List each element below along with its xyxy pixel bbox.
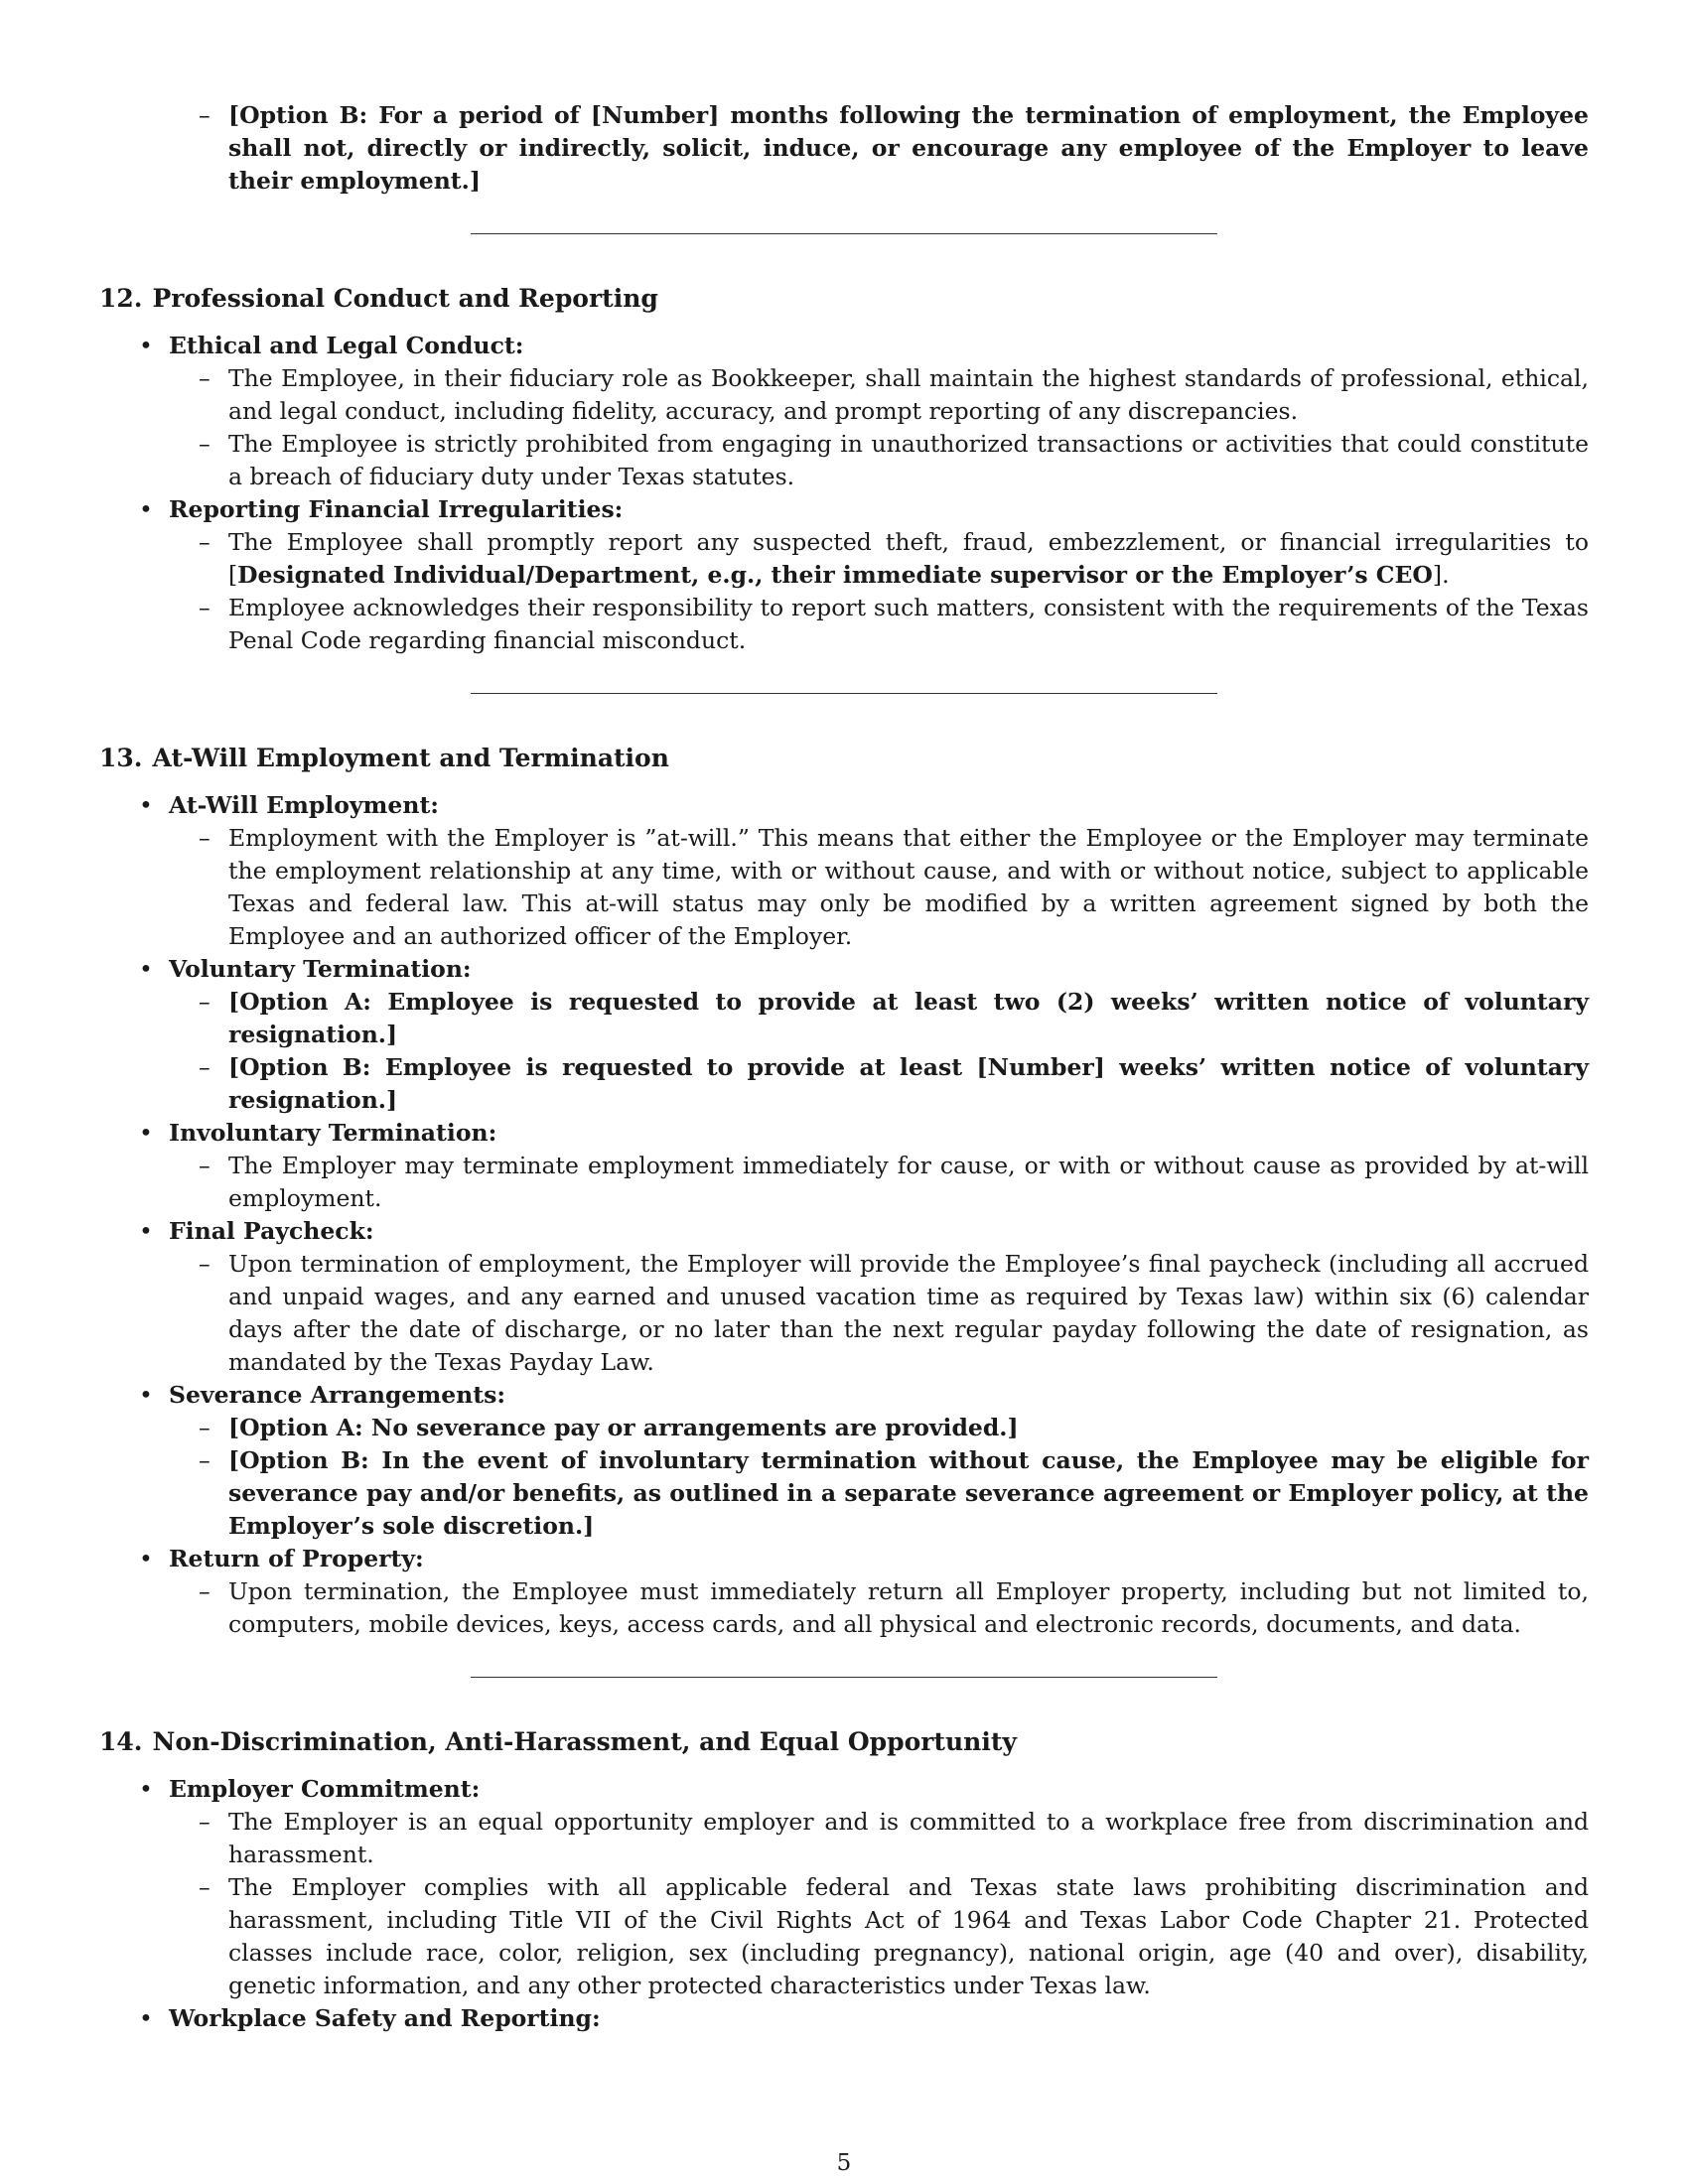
sub-item [199, 822, 1589, 953]
sub-item [199, 1150, 1589, 1215]
section-title: Non-Discrimination, Anti-Harassment, and Equal Opportunity [152, 1727, 1017, 1756]
dash-marker: – [199, 1873, 211, 1901]
sub-item-text-end: ]. [1432, 561, 1450, 589]
section-12 [99, 282, 1589, 657]
dash-marker: – [199, 528, 211, 556]
dash-marker: – [199, 1414, 211, 1441]
option-text: [Option B: For a period of [Number] months following the termination of employment, the Employee shall not, directly or indirectly, solicit, induce, or encourage any employee of the Employer to leave their employment.] [228, 101, 1589, 195]
sub-item-text: [Option B: Employee is requested to provide at least [Number] weeks’ written notice of voluntary resignation.] [228, 1053, 1589, 1114]
sub-item-text: Employee acknowledges their responsibility to report such matters, consistent with the requirements of the Texas Penal Code regarding financial misconduct. [228, 594, 1589, 654]
sub-item [199, 1051, 1589, 1117]
sub-item [199, 362, 1589, 428]
dash-marker: – [199, 1808, 211, 1836]
section-number: 14. [99, 1727, 143, 1756]
dash-marker: – [199, 824, 211, 852]
sub-list [169, 362, 1589, 493]
sub-item-text: [Option A: Employee is requested to provide at least two (2) weeks’ written notice of voluntary resignation.] [228, 988, 1589, 1048]
section-14 [99, 1725, 1589, 2035]
bullet-heading: Voluntary Termination: [169, 955, 472, 983]
bullet-heading: Severance Arrangements: [169, 1381, 506, 1409]
bullet-heading: Workplace Safety and Reporting: [169, 2004, 601, 2032]
sub-item-text: The Employee is strictly prohibited from engaging in unauthorized transactions or activities that could constitute a breach of fiduciary duty under Texas statutes. [228, 430, 1589, 490]
bullet-item [99, 789, 1589, 953]
sub-item-text: Upon termination, the Employee must immediately return all Employer property, including but not limited to, computers, mobile devices, keys, access cards, and all physical and electronic records, documents, and data. [228, 1577, 1589, 1638]
section-number: 12. [99, 284, 143, 313]
bullet-icon: • [139, 332, 153, 359]
section-heading [99, 742, 1589, 775]
section-heading [99, 1725, 1589, 1759]
dash-marker: – [199, 430, 211, 458]
dash-marker: – [199, 988, 211, 1016]
section-title: At-Will Employment and Termination [152, 744, 669, 772]
bullet-item [99, 2002, 1589, 2035]
bullet-list [99, 330, 1589, 657]
bullet-heading: At-Will Employment: [169, 791, 439, 819]
bullet-icon: • [139, 1775, 153, 1803]
sub-item [199, 428, 1589, 493]
document-page [99, 99, 1589, 2035]
dash-marker: – [199, 364, 211, 392]
sub-item [199, 1575, 1589, 1641]
bullet-icon: • [139, 1381, 153, 1409]
bullet-item [99, 493, 1589, 657]
designated-recipient: Designated Individual/Department, e.g., their immediate supervisor or the Employer’s CEO [237, 561, 1433, 589]
sub-item [199, 526, 1589, 592]
bullet-item [99, 1543, 1589, 1641]
bullet-item [99, 1773, 1589, 2002]
dash-marker: – [199, 1446, 211, 1474]
sub-list [169, 1248, 1589, 1379]
sub-item-text: The Employer is an equal opportunity employer and is committed to a workplace free from discrimination and harassment. [228, 1808, 1589, 1868]
section-number: 13. [99, 744, 143, 772]
bullet-icon: • [139, 1119, 153, 1147]
bullet-heading: Ethical and Legal Conduct: [169, 332, 524, 359]
section-divider [471, 1677, 1217, 1678]
bullet-icon: • [139, 2004, 153, 2032]
sub-item-text: [Option A: No severance pay or arrangements are provided.] [228, 1414, 1019, 1441]
page-number: 5 [836, 2150, 852, 2176]
sub-item-text: The Employer may terminate employment immediately for cause, or with or without cause as provided by at-will employment. [228, 1152, 1589, 1212]
sub-item [199, 1248, 1589, 1379]
section-divider [471, 693, 1217, 694]
sub-list [169, 1806, 1589, 2002]
dash-marker: – [199, 101, 211, 129]
sub-item-text: [Option B: In the event of involuntary termination without cause, the Employee may be eligible for severance pay and/or benefits, as outlined in a separate severance agreement or Employer policy, at the Employer’s sole discretion.] [228, 1446, 1589, 1540]
sub-item [199, 986, 1589, 1051]
bullet-heading: Final Paycheck: [169, 1217, 374, 1245]
sub-item-text: The Employee shall promptly report any suspected theft, fraud, embezzlement, or financial irregularities to [ [228, 528, 1589, 589]
sub-item [199, 1412, 1589, 1444]
dash-marker: – [199, 1250, 211, 1278]
sub-item [199, 1871, 1589, 2002]
bullet-heading: Return of Property: [169, 1545, 424, 1572]
option-b-non-solicitation [199, 99, 1589, 198]
dash-marker: – [199, 594, 211, 621]
bullet-item [99, 1215, 1589, 1379]
sub-list [169, 1150, 1589, 1215]
sub-item-text: Upon termination of employment, the Employer will provide the Employee’s final paycheck (including all accrued and unpaid wages, and any earned and unused vacation time as required by Texas law) within six (6) calendar days after the date of discharge, or no later than the next regular payday following the date of resignation, as mandated by the Texas Payday Law. [228, 1250, 1589, 1376]
sub-list [169, 822, 1589, 953]
bullet-item [99, 1117, 1589, 1215]
sub-list [169, 1575, 1589, 1641]
sub-item-text: Employment with the Employer is ”at-will.” This means that either the Employee or the Employer may terminate the employment relationship at any time, with or without cause, and with or without notice, subject to applicable Texas and federal law. This at-will status may only be modified by a written agreement signed by both the Employee and an authorized officer of the Employer. [228, 824, 1589, 950]
dash-marker: – [199, 1053, 211, 1081]
section-13 [99, 742, 1589, 1641]
sub-item-text: The Employer complies with all applicable federal and Texas state laws prohibiting discrimination and harassment, including Title VII of the Civil Rights Act of 1964 and Texas Labor Code Chapter 21. Protected classes include race, color, religion, sex (including pregnancy), national origin, age (40 and over), disability, genetic information, and any other protected characteristics under Texas law. [228, 1873, 1589, 1999]
section-heading [99, 282, 1589, 316]
bullet-heading: Involuntary Termination: [169, 1119, 497, 1147]
sub-list [169, 986, 1589, 1117]
bullet-heading: Employer Commitment: [169, 1775, 481, 1803]
bullet-icon: • [139, 1545, 153, 1572]
bullet-icon: • [139, 1217, 153, 1245]
bullet-item [99, 1379, 1589, 1543]
section-title: Professional Conduct and Reporting [152, 284, 658, 313]
sub-item [199, 592, 1589, 657]
bullet-item [99, 953, 1589, 1117]
bullet-list [99, 789, 1589, 1641]
bullet-icon: • [139, 791, 153, 819]
sub-item [199, 1806, 1589, 1871]
bullet-icon: • [139, 955, 153, 983]
sub-item [199, 1444, 1589, 1543]
sub-item-text: The Employee, in their fiduciary role as Bookkeeper, shall maintain the highest standards of professional, ethical, and legal conduct, including fidelity, accuracy, and prompt reporting of any discrepancies. [228, 364, 1589, 425]
dash-marker: – [199, 1152, 211, 1179]
sections-container [99, 282, 1589, 2035]
bullet-icon: • [139, 495, 153, 523]
sub-list [169, 1412, 1589, 1543]
bullet-item [99, 330, 1589, 493]
dash-marker: – [199, 1577, 211, 1605]
bullet-heading: Reporting Financial Irregularities: [169, 495, 624, 523]
section-divider [471, 233, 1217, 234]
sub-list [169, 526, 1589, 657]
bullet-list [99, 1773, 1589, 2035]
